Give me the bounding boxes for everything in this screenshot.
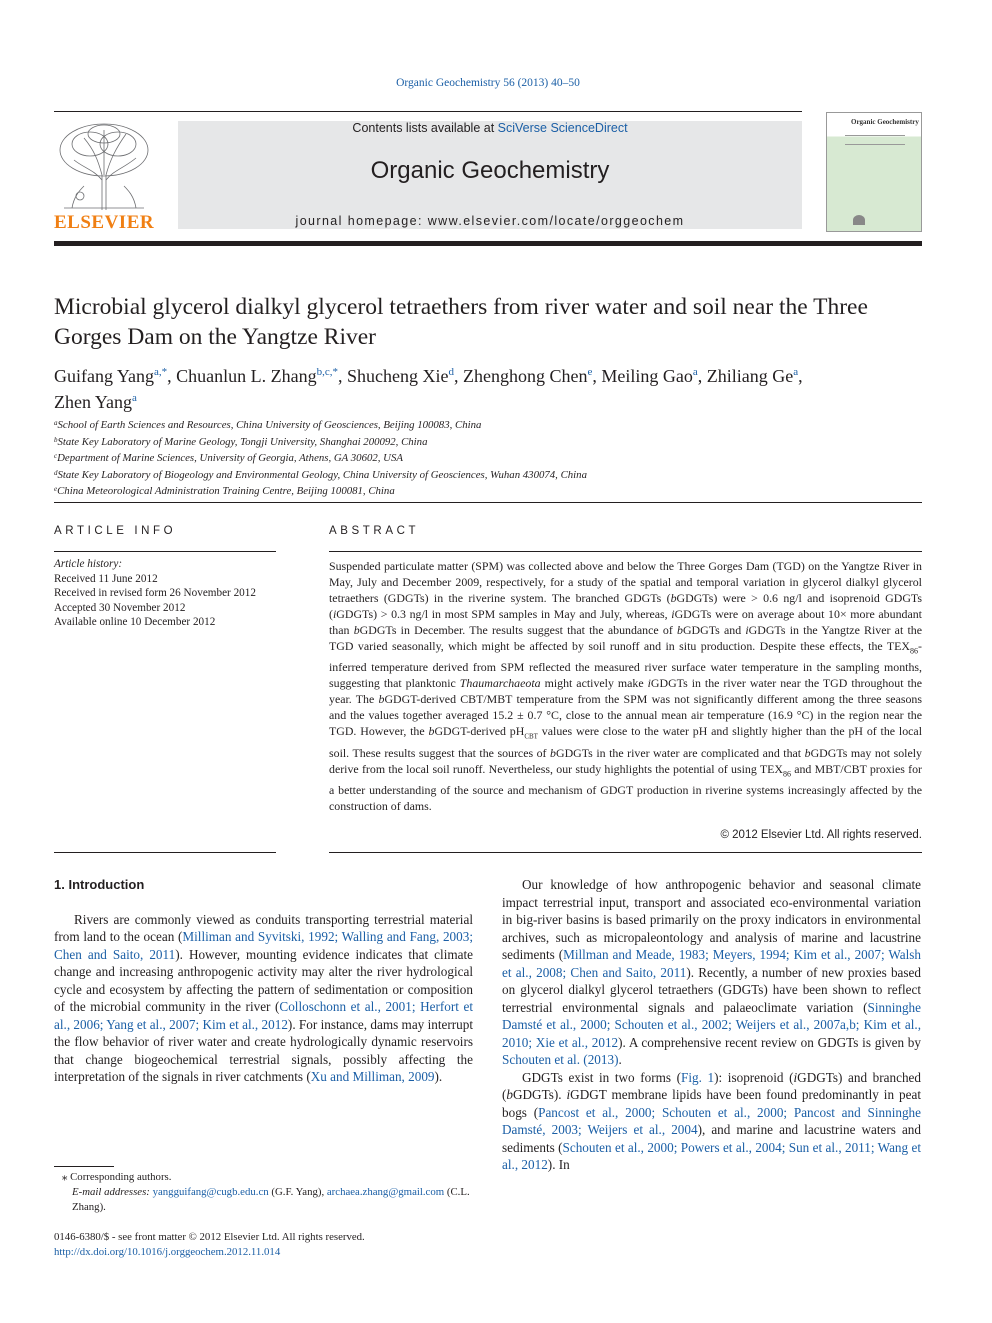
header-top-rule (54, 111, 802, 112)
citation-link[interactable]: Pancost et al., 2000; Schouten et al., 2000; Pancost and Sinninghe Damsté, 2003; Weijers et al., 2004 (502, 1104, 921, 1137)
issn-doi (54, 1230, 554, 1259)
paragraph: GDGTs exist in two forms (Fig. 1): isoprenoid (iGDGTs) and branched (bGDGTs). iGDGT membrane lipids have been found predominantly in peat bogs (Pancost et al., 2000; Schouten et al., 2000; Pancost and Sinninghe Damsté, 2003; Weijers et al., 2004), and marine and lacustrine waters and sediments (Schouten et al., 2000; Powers et al., 2004; Sun et al., 2011; Wang et al., 2012). In (502, 1069, 921, 1172)
article-history (54, 557, 276, 630)
cover-logo-icon (853, 215, 865, 225)
article-info-rule (54, 551, 276, 552)
figure-link[interactable]: Fig. 1 (681, 1069, 715, 1085)
body-column-right (502, 876, 921, 1174)
email-note: E-mail addresses: yangguifang@cugb.edu.cn (G.F. Yang), archaea.zhang@gmail.com (C.L. Zhang). (72, 1186, 470, 1213)
journal-cover-thumbnail (826, 112, 922, 232)
abstract-bottom-rule (329, 852, 922, 853)
contents-prefix: Contents lists available at (352, 121, 498, 135)
elsevier-logo (54, 120, 154, 232)
footnote-rule (54, 1166, 114, 1167)
article-info-bottom-rule (54, 852, 276, 853)
citation-link[interactable]: Xu and Milliman, 2009 (310, 1069, 435, 1084)
history-label: Article history: (54, 558, 123, 570)
affiliation: $^b$State Key Laboratory of Marine Geology, Tongji University, Shanghai 200092, China (54, 435, 428, 448)
history-item: Received in revised form 26 November 2012 (54, 587, 256, 599)
publisher-name: ELSEVIER (54, 212, 155, 233)
citation-link[interactable]: Sinninghe Damsté et al., 2000; Schouten et al., 2002; Weijers et al., 2007a,b; Kim et al., 2010; Xie et al., 2012 (502, 999, 921, 1050)
author: Meiling Gao$^a$, (601, 366, 707, 386)
footnotes (54, 1170, 473, 1215)
author: Zhiliang Ge$^a$, (706, 366, 803, 386)
abstract-text: Suspended particulate matter (SPM) was collected above and below the Three Gorges Dam (TGD) on the Yangtze River in May, July and December 2009, respectively, for a study of the spatial and temporal variation in glycerol dialkyl glycerol tetraethers (GDGTs) in the riverine system. The branched GDGTs (bGDGTs) were > 0.6 ng/l and isoprenoid GDGTs (iGDGTs) > 0.3 ng/l in most SPM samples in May and July, whereas, iGDGTs were on average about 10× more abundant than bGDGTs in December. The results suggest that the abundance of bGDGTs and iGDGTs in the Yangtze River at the TGD varied seasonally, which might be affected by soil runoff and in situ production. Despite these effects, the $TEX_{86}$-inferred temperature derived from SPM reflected the measured river surface water temperature in the sampling months, suggesting that planktonic Thaumarchaeota might actively make iGDGTs in the river water near the TGD throughout the year. The bGDGT-derived CBT/MBT temperature from the SPM was not significantly different among the three seasons and the values together averaged 15.2 ± 0.7 °C, close to the annual mean air temperature (16.9 °C) in the region near the TGD. However, the bGDGT-derived $pH_{CBT}$ values were close to the water pH and slightly higher than the pH of the local soil. These results suggest that the sources of bGDGTs in the river water are complicated and that bGDGTs may not solely derive from the local soil runoff. Nevertheless, our study highlights the potential of using $TEX_{86}$ and MBT/CBT proxies for a better understanding of the source and mechanism of GDGT production in riverine systems increasingly affected by the construction of dams. (329, 559, 922, 814)
journal-name: Organic Geochemistry (370, 157, 610, 184)
abstract-heading: ABSTRACT (329, 525, 420, 537)
citation-link[interactable]: Schouten et al., 2000; Powers et al., 2004; Sun et al., 2011; Wang et al., 2012 (502, 1139, 921, 1172)
email-link[interactable]: archaea.zhang@gmail.com (326, 1186, 445, 1198)
sciencedirect-link[interactable]: SciVerse ScienceDirect (497, 121, 628, 135)
corresponding-author-note: ⁎ Corresponding authors. (62, 1171, 172, 1183)
email-link[interactable]: yangguifang@cugb.edu.cn (152, 1186, 269, 1198)
paragraph: Our knowledge of how anthropogenic behavior and seasonal climate impact terrestrial input, transport and associated eco-environmental variation in big-river basins is based primarily on the proxy indicators in environmental archives, such as micropaleontology and analysis of marine and lacustrine sediments (Millman and Meade, 1983; Meyers, 1994; Kim et al., 2007; Walsh et al., 2008; Chen and Saito, 2011). Recently, a number of new proxies based on glycerol dialkyl glycerol tetraethers (GDGTs) have been shown to reflect terrestrial environmental signals and palaeoclimate variation (Sinninghe Damsté et al., 2000; Schouten et al., 2002; Weijers et al., 2007a,b; Kim et al., 2010; Xie et al., 2012). A comprehensive recent review on GDGTs is given by Schouten et al. (2013). (502, 877, 921, 1067)
doi-link[interactable]: http://dx.doi.org/10.1016/j.orggeochem.2012.11.014 (54, 1245, 281, 1258)
affiliation: $^a$School of Earth Sciences and Resources, China University of Geosciences, Beijing 100083, China (54, 419, 482, 431)
author: Guifang Yang$^{a,*}$, (54, 366, 177, 386)
author: Shucheng Xie$^d$, (347, 366, 464, 386)
copyright-notice: © 2012 Elsevier Ltd. All rights reserved. (720, 829, 922, 841)
journal-citation[interactable]: Organic Geochemistry 56 (2013) 40–50 (396, 77, 580, 89)
history-item: Received 11 June 2012 (54, 572, 158, 585)
journal-header (178, 121, 802, 229)
cover-lines (845, 135, 905, 145)
article-title: Microbial glycerol dialkyl glycerol tetraethers from river water and soil near the Three Gorges Dam on the Yangtze River (54, 294, 868, 350)
author: Chuanlun L. Zhang$^{b,c,*}$, (176, 366, 348, 386)
cover-title: Organic Geochemistry (851, 118, 919, 126)
issn-line: 0146-6380/$ - see front matter © 2012 Elsevier Ltd. All rights reserved. (54, 1231, 365, 1243)
article-info-heading: ARTICLE INFO (54, 525, 177, 537)
author-list (54, 361, 922, 413)
contents-line (178, 121, 802, 135)
history-item: Available online 10 December 2012 (54, 616, 216, 628)
author: Zhenghong Chen$^e$, (463, 366, 602, 386)
paragraph: Rivers are commonly viewed as conduits transporting terrestrial material from land to the ocean (Milliman and Syvitski, 1992; Walling and Fang, 2003; Chen and Saito, 2011). However, mounting evidence indicates that climate change and increasing anthropogenic activity may alter the river hydrological cycle and ecosystem by affecting the pattern of sedimentation or composition of the microbial community in the river (Colloschonn et al., 2001; Herfort et al., 2006; Yang et al., 2007; Kim et al., 2012). For instance, dams may interrupt the flow behavior of river water and create hydrologically dynamic reservoirs that change biogeochemical terrestrial signals, possibly affecting the interpretation of the signals in river catchments (Xu and Milliman, 2009). (54, 911, 473, 1084)
affiliation: $^e$China Meteorological Administration Training Centre, Beijing 100081, China (54, 485, 395, 497)
citation-link[interactable]: Milliman and Syvitski, 1992; Walling and Fang, 2003; Chen and Saito, 2011 (54, 929, 473, 962)
affiliation: $^c$Department of Marine Sciences, University of Georgia, Athens, GA 30602, USA (54, 452, 403, 464)
citation-link[interactable]: Millman and Meade, 1983; Meyers, 1994; Kim et al., 2007; Walsh et al., 2008; Chen and Saito, 2011 (502, 947, 921, 980)
affiliation: $^d$State Key Laboratory of Biogeology and Environmental Geology, China University of Geosciences, Wuhan 430074, China (54, 468, 587, 481)
citation-link[interactable]: Schouten et al. (2013) (502, 1052, 619, 1067)
author: Zhen Yang$^a$ (54, 392, 137, 412)
abstract-rule (329, 551, 922, 552)
journal-homepage[interactable]: journal homepage: www.elsevier.com/locate/orggeochem (295, 214, 685, 228)
section-heading-introduction: 1. Introduction (54, 877, 145, 892)
header-thick-rule (54, 241, 922, 246)
tree-icon (54, 120, 154, 212)
citation-link[interactable]: Colloschonn et al., 2001; Herfort et al., 2006; Yang et al., 2007; Kim et al., 2012 (54, 999, 473, 1032)
body-column-left (54, 876, 473, 1086)
section-rule (54, 502, 922, 503)
history-item: Accepted 30 November 2012 (54, 601, 186, 614)
affiliations (54, 416, 922, 499)
